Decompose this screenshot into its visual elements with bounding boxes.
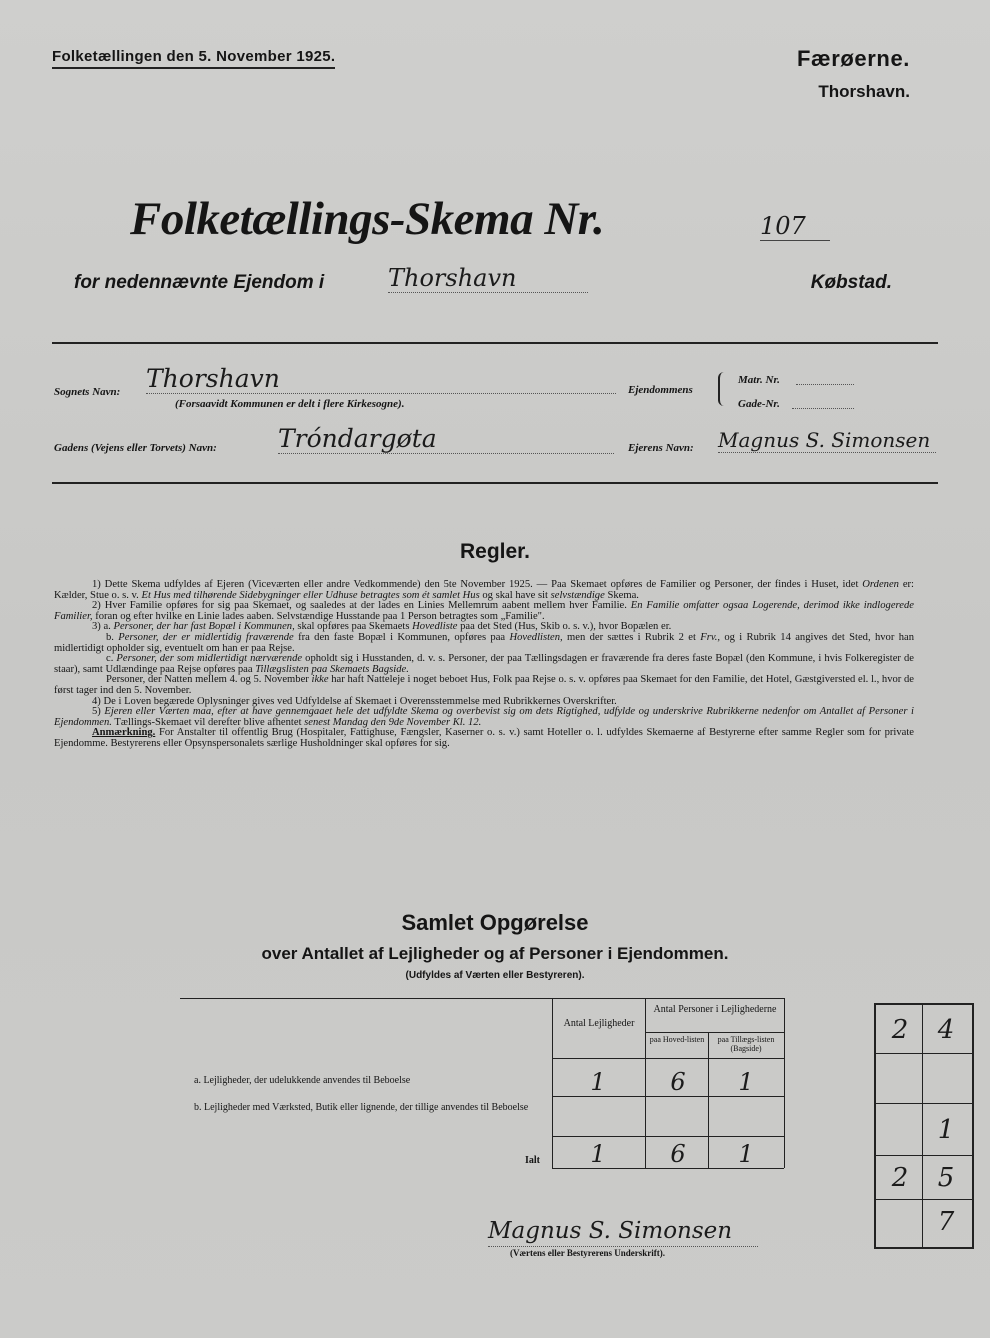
- row-b-label: b. Lejligheder med Værksted, Butik eller lignende, der tillige anvendes til Beboelse: [194, 1102, 529, 1113]
- matr-line: [796, 384, 854, 385]
- rule-3b: b. Personer, der er midlertidig fraværende fra den faste Bopæl i Kommunen, opføres paa Hovedlisten, men der sættes i Rubrik 2 et Frv., og i Rubrik 14 angives det Sted, hvor han midlertidigt opholder sig, eventuelt om han er paa Rejse.: [54, 631, 914, 654]
- side-tally-box: [874, 1003, 974, 1249]
- row-a-main: 6: [670, 1068, 686, 1096]
- table-vline-3: [708, 1032, 709, 1168]
- row-a-supp: 1: [738, 1068, 754, 1096]
- form-number: 107: [760, 212, 830, 241]
- census-date-line: Folketællingen den 5. November 1925.: [52, 48, 335, 69]
- rule-1: 1) Dette Skema udfyldes af Ejeren (Viceværten eller andre Vedkommende) den 5te November 1925. — Paa Skemaet opføres de Familier og Personer, der findes i Huset, idet Ordenen er: Kælder, Stue o. s. v. Et Hus med tilhørende Sidebygninger eller Udhuse betragtes som ét samlet Hus og skal have sit selvstændige Skema.: [54, 579, 914, 601]
- side-r5c2: 7: [937, 1207, 955, 1237]
- side-box-hline-4: [876, 1199, 972, 1200]
- rules-title: Regler.: [459, 540, 531, 563]
- street-value: Tróndargøta: [278, 424, 614, 454]
- parish-value: Thorshavn: [146, 364, 616, 394]
- rule-note: Anmærkning. For Anstalter til offentlig Brug (Hospitaler, Fattighuse, Fængsler, Kaserner o. s. v.) samt Hoteller o. l. udfyldes Skemaerne af Bestyrerne efter samme Regler som for private Ejendomme. Bestyrerens eller Opsynspersonalets særlige Husholdninger skal opføres for sig.: [54, 727, 914, 749]
- side-box-hline-3: [876, 1155, 972, 1156]
- table-subheader-line: [645, 1032, 784, 1033]
- total-apartments: 1: [590, 1140, 606, 1168]
- table-header-bottom: [552, 1058, 784, 1059]
- divider-bottom: [52, 482, 938, 484]
- side-r3c2: 1: [937, 1115, 955, 1145]
- summary-note: (Udfyldes af Værten eller Bestyreren).: [405, 970, 585, 981]
- table-bottom-line: [552, 1168, 784, 1169]
- rule-3d: Personer, der Natten mellem 4. og 5. November ikke har haft Natteleje i noget beboet Hus, Folk paa Rejse o. s. v. opføres paa Skemaet for den Familie, det Hotel, Gæstgiversted el. l., hvor de først tager ind den 5. November.: [54, 674, 915, 696]
- parish-label: Sognets Navn:: [54, 386, 121, 398]
- side-r1c2: 4: [937, 1015, 955, 1045]
- total-main: 6: [670, 1140, 686, 1168]
- summary-subtitle: over Antallet af Lejligheder og af Personer i Ejendommen.: [261, 944, 729, 963]
- summary-title: Samlet Opgørelse: [401, 910, 589, 935]
- col-apartments-header: Antal Lejligheder: [563, 1018, 635, 1029]
- table-top-line: [180, 998, 784, 999]
- col-persons-header: Antal Personer i Lejlighederne: [653, 1004, 777, 1015]
- table-vline-4: [784, 998, 785, 1168]
- signature-label: (Værtens eller Bestyrerens Underskrift).: [510, 1248, 665, 1258]
- gade-label: Gade-Nr.: [738, 398, 780, 410]
- region-name: Færøerne.: [797, 46, 910, 71]
- property-brace: [718, 372, 726, 406]
- side-r4c1: 2: [891, 1163, 909, 1193]
- col-supp-header: paa Tillægs-listen (Bagside): [717, 1035, 775, 1053]
- signature-line: [488, 1246, 758, 1247]
- table-vline-1: [552, 998, 553, 1168]
- row-a-label: a. Lejligheder, der udelukkende anvendes til Beboelse: [194, 1075, 411, 1086]
- table-vline-2: [645, 998, 646, 1168]
- table-row-b-bottom: [552, 1136, 784, 1137]
- subtitle-label: for nedennævnte Ejendom i: [74, 272, 325, 293]
- matr-label: Matr. Nr.: [738, 374, 780, 386]
- subtitle-town-value: Thorshavn: [388, 264, 588, 293]
- town-name: Thorshavn.: [818, 82, 910, 101]
- divider-top: [52, 342, 938, 344]
- subtitle-suffix: Købstad.: [810, 272, 892, 293]
- owner-value: Magnus S. Simonsen: [718, 428, 936, 453]
- side-box-hline-2: [876, 1103, 972, 1104]
- form-title: Folketællings-Skema Nr.: [130, 193, 605, 245]
- rule-3a: 3) a. Personer, der har fast Bopæl i Kommunen, skal opføres paa Skemaets Hovedliste paa det Sted (Hus, Skib o. s. v.), hvor Bopælen er.: [92, 621, 672, 633]
- row-total-label: Ialt: [525, 1155, 540, 1166]
- side-r1c1: 2: [891, 1015, 909, 1045]
- property-label: Ejendommens: [628, 384, 693, 396]
- rule-4: 4) De i Loven begærede Oplysninger gives ved Udfyldelse af Skemaet i Overensstemmelse med Rubrikkernes Overskrifter.: [92, 695, 617, 707]
- owner-label: Ejerens Navn:: [628, 442, 694, 454]
- row-a-apartments: 1: [590, 1068, 606, 1096]
- street-label: Gadens (Vejens eller Torvets) Navn:: [54, 442, 217, 454]
- side-r4c2: 5: [937, 1163, 955, 1193]
- rules-body: [54, 580, 914, 750]
- table-row-a-bottom: [552, 1096, 784, 1097]
- side-box-hline-1: [876, 1053, 972, 1054]
- rule-2: 2) Hver Familie opføres for sig paa Skemaet, og saaledes at der lades en Linies Mellemrum aabent mellem hver Familie. En Familie omfatter ogsaa Logerende, derimod ikke indlogerede Familier, foran og efter hvilke en Linie lades aaben. Selvstændige Husstande paa 1 Person betragtes som „Familie".: [54, 600, 914, 622]
- total-supp: 1: [738, 1140, 754, 1168]
- rule-5: 5) Ejeren eller Værten maa, efter at have gennemgaaet hele det udfyldte Skema og overbevist sig om dets Rigtighed, udfylde og underskrive Rubrikkerne nedenfor om Antallet af Personer i Ejendommen. Tællings-Skemaet vil derefter blive afhentet senest Mandag den 9de November Kl. 12.: [54, 706, 914, 728]
- owner-signature: Magnus S. Simonsen: [488, 1218, 733, 1244]
- parish-note: (Forsaavidt Kommunen er delt i flere Kirkesogne).: [175, 398, 405, 410]
- col-main-header: paa Hoved-listen: [649, 1035, 705, 1044]
- rule-3c: c. Personer, der som midlertidigt nærværende opholdt sig i Husstanden, d. v. s. Personer, der paa Tællingsdagen er fraværende fra deres faste Bopæl (den Kommune, i hvis Folkeregister de staar), samt Udlændinge paa Rejse opføres paa Tillægslisten paa Skemaets Bagside.: [54, 653, 914, 675]
- gade-line: [792, 408, 854, 409]
- side-box-vline: [922, 1005, 923, 1247]
